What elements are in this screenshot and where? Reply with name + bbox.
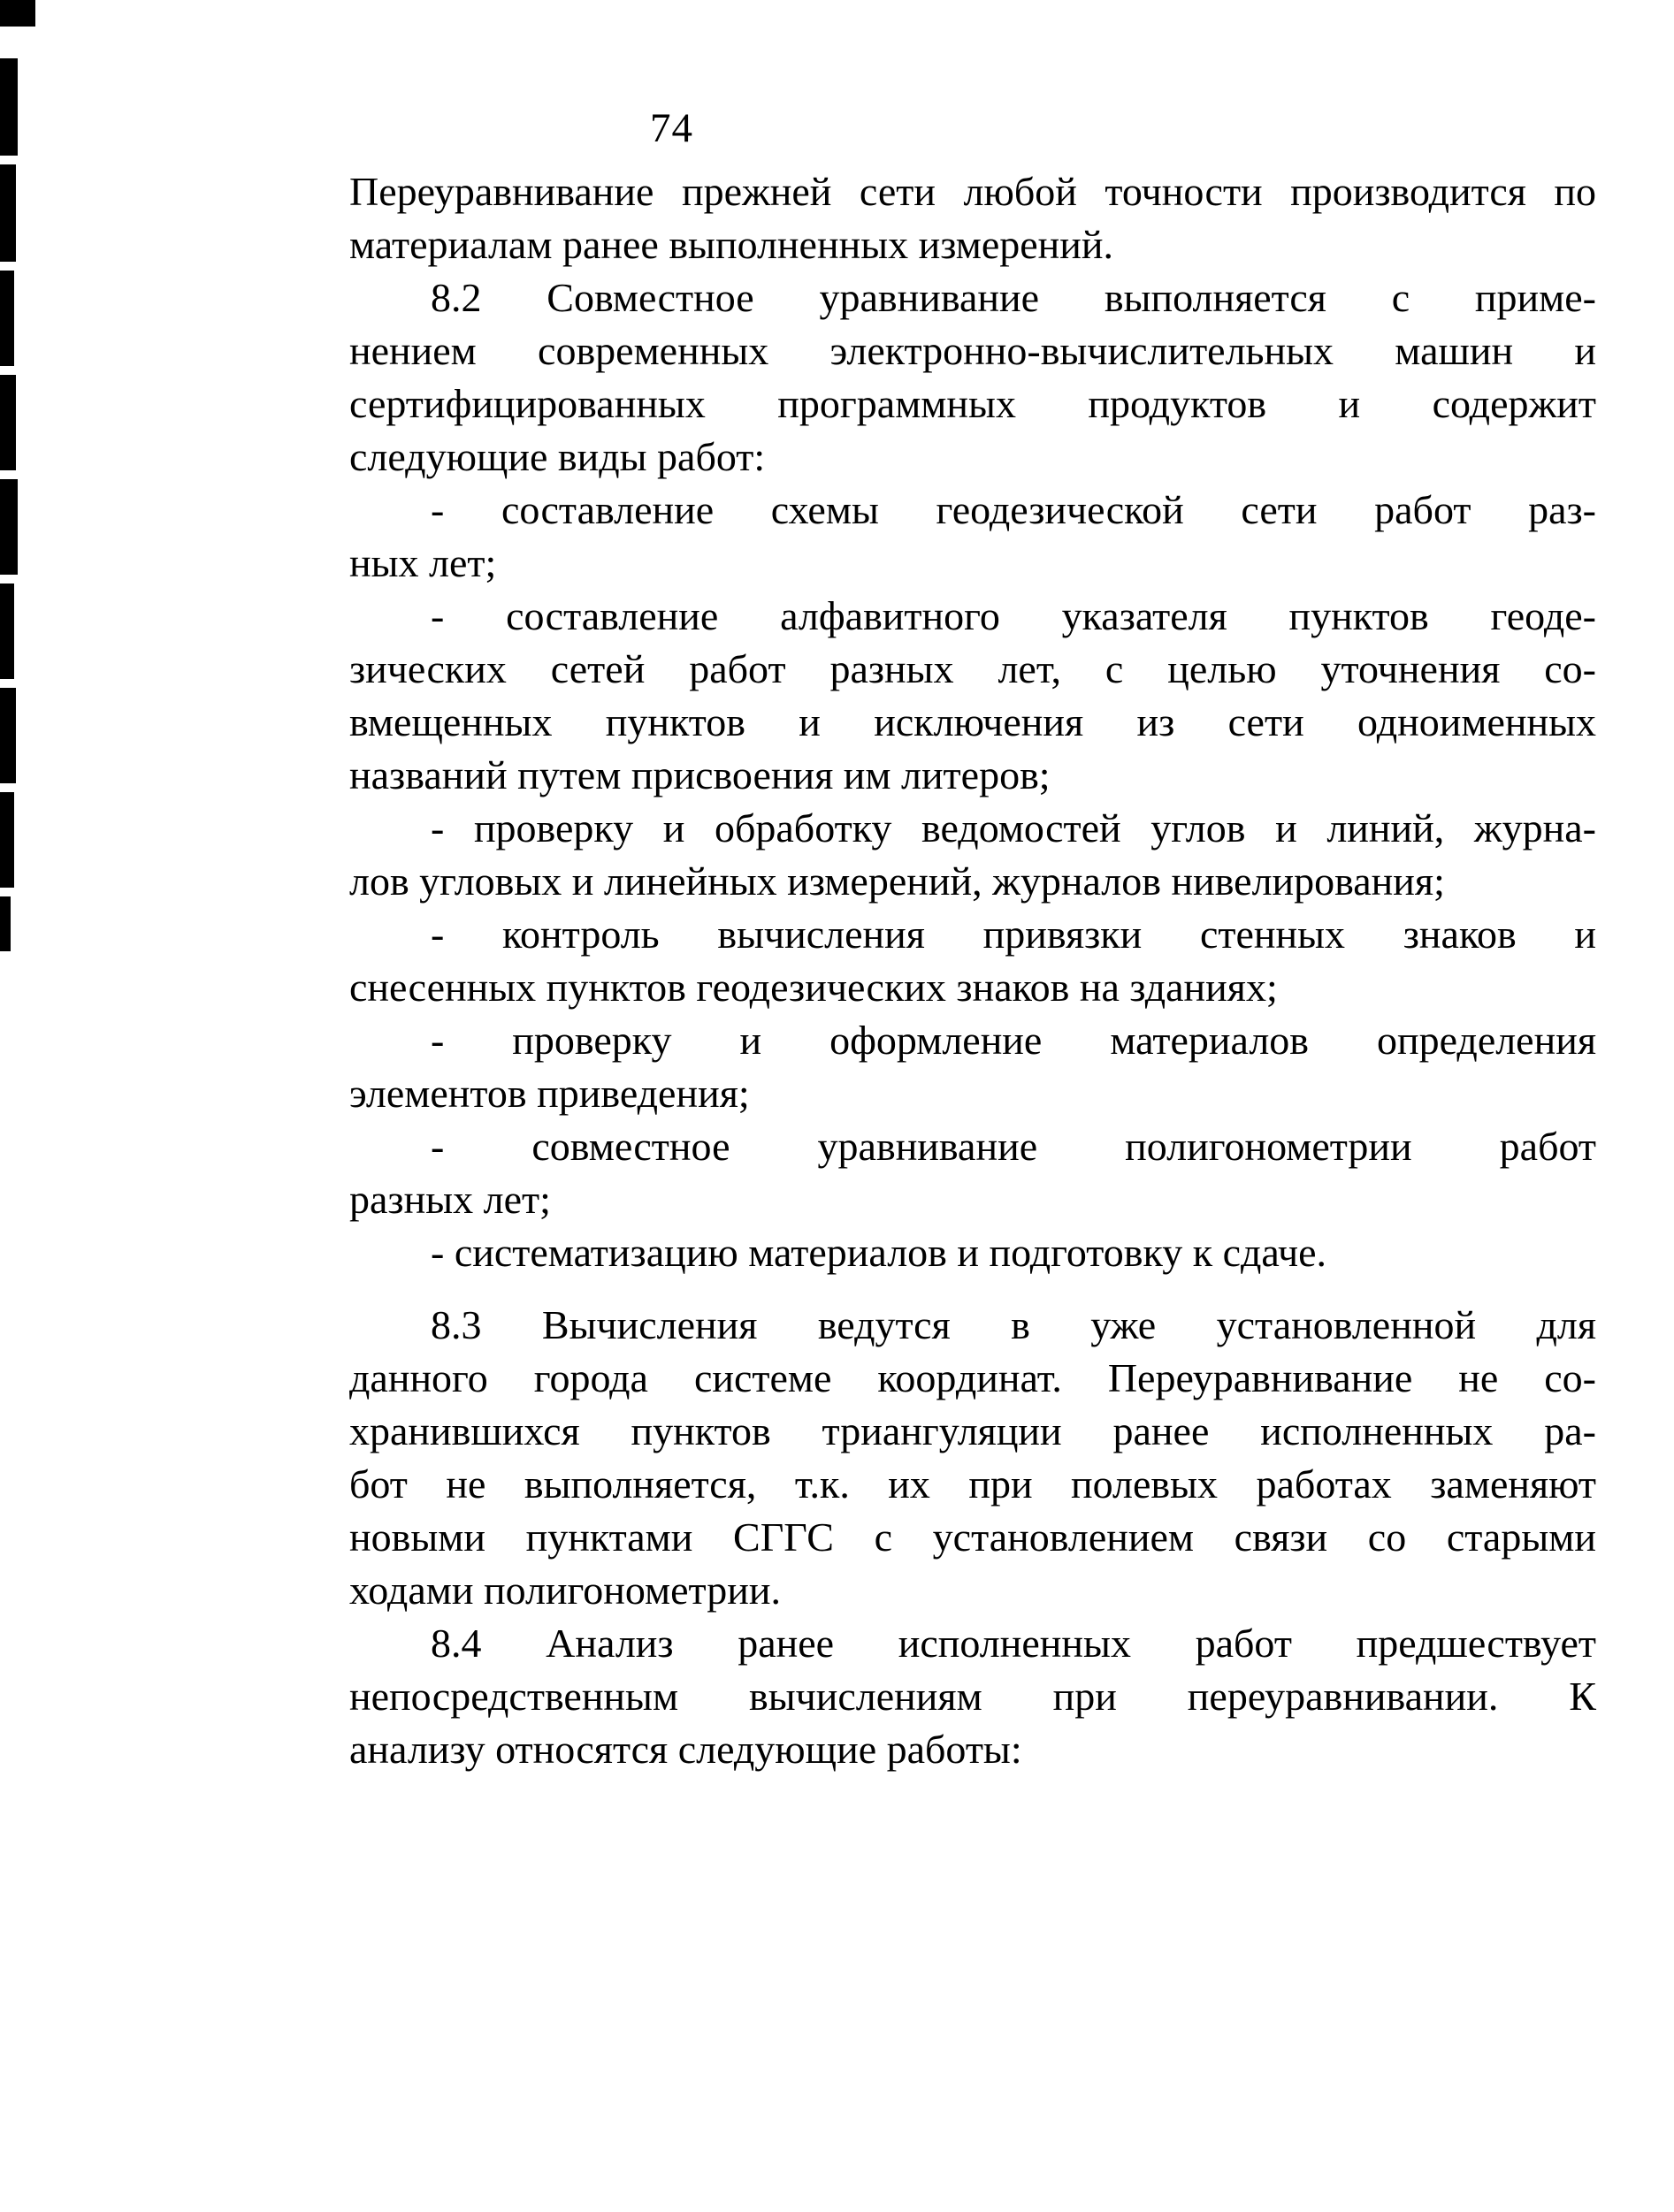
text-line: - систематизацию материалов и подготовку к сдаче. — [431, 1230, 1327, 1275]
text-line: зических сетей работ разных лет, с целью уточнения со- — [349, 646, 1596, 691]
text-line: 8.4 Анализ ранее исполненных работ предшествует — [431, 1621, 1596, 1666]
text-line: вмещенных пунктов и исключения из сети одноименных — [349, 699, 1596, 744]
text-line: Переуравнивание прежней сети любой точности производится по — [349, 169, 1596, 214]
text-line: ходами полигонометрии. — [349, 1567, 781, 1613]
text-line: ных лет; — [349, 540, 497, 585]
text-line: бот не выполняется, т.к. их при полевых работах заменяют — [349, 1461, 1596, 1506]
text-line: данного города системе координат. Переуравнивание не со- — [349, 1355, 1596, 1400]
text-line: снесенных пунктов геодезических знаков на зданиях; — [349, 965, 1278, 1010]
text-line: сертифицированных программных продуктов и содержит — [349, 381, 1596, 426]
text-line: элементов приведения; — [349, 1071, 750, 1116]
page-number: 74 — [650, 105, 693, 151]
scan-artifact — [0, 58, 18, 156]
text-line: разных лет; — [349, 1177, 551, 1222]
text-line: 8.2 Совместное уравнивание выполняется с приме- — [431, 275, 1596, 320]
scan-artifact — [0, 271, 14, 366]
text-line: - составление схемы геодезической сети работ раз- — [431, 487, 1596, 532]
text-line: следующие виды работ: — [349, 434, 766, 479]
text-line: анализу относятся следующие работы: — [349, 1727, 1022, 1772]
text-line: новыми пунктами СГГС с установлением связи со старыми — [349, 1514, 1596, 1560]
text-line: хранившихся пунктов триангуляции ранее исполненных ра- — [349, 1408, 1596, 1453]
scan-artifact — [0, 479, 18, 575]
text-line: материалам ранее выполненных измерений. — [349, 222, 1114, 267]
text-line: - составление алфавитного указателя пунктов геоде- — [431, 593, 1596, 638]
text-line: - проверку и обработку ведомостей углов и линий, журна- — [431, 805, 1596, 850]
scan-artifact — [0, 688, 16, 783]
text-line: - проверку и оформление материалов определения — [431, 1018, 1596, 1063]
text-line: - контроль вычисления привязки стенных знаков и — [431, 911, 1596, 957]
text-line: нением современных электронно-вычислительных машин и — [349, 328, 1596, 373]
text-line: лов угловых и линейных измерений, журналов нивелирования; — [349, 858, 1445, 904]
scan-artifact — [0, 375, 16, 470]
scan-artifact — [0, 0, 35, 27]
scan-artifact — [0, 896, 11, 951]
text-line: названий путем присвоения им литеров; — [349, 752, 1051, 797]
scan-artifact — [0, 792, 14, 888]
text-line: - совместное уравнивание полигонометрии работ — [431, 1124, 1596, 1169]
scan-artifact — [0, 164, 16, 262]
scan-artifact — [0, 584, 14, 679]
text-line: 8.3 Вычисления ведутся в уже установленной для — [431, 1302, 1596, 1347]
text-line: непосредственным вычислениям при переуравнивании. К — [349, 1674, 1596, 1719]
